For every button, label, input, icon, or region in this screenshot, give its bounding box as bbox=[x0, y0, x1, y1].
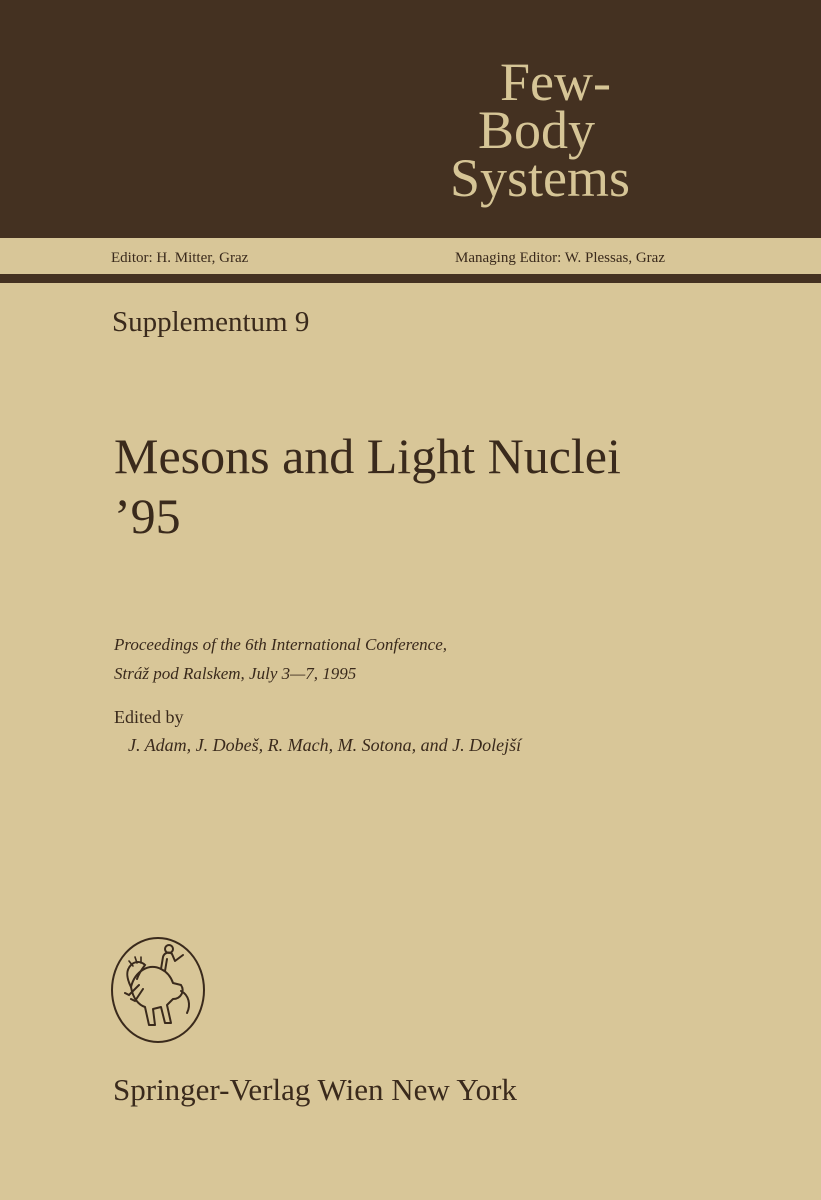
managing-editor-credit: Managing Editor: W. Plessas, Graz bbox=[455, 250, 665, 266]
series-band bbox=[0, 0, 821, 238]
publisher-imprint: Springer-Verlag Wien New York bbox=[113, 1072, 517, 1107]
editor-credit: Editor: H. Mitter, Graz bbox=[111, 250, 249, 266]
edited-by-label: Edited by bbox=[114, 707, 184, 727]
series-title bbox=[440, 52, 740, 208]
divider-rule bbox=[0, 274, 821, 283]
volume-editors: J. Adam, J. Dobeš, R. Mach, M. Sotona, and J. Dolejší bbox=[128, 735, 522, 755]
series-title-line-1: Few- bbox=[500, 52, 611, 112]
series-title-line-3: Systems bbox=[450, 148, 631, 208]
book-title-line-2: ’95 bbox=[114, 488, 181, 544]
proceedings-line-2: Stráž pod Ralskem, July 3—7, 1995 bbox=[114, 664, 357, 683]
springer-horse-rider-emblem-icon bbox=[109, 935, 207, 1045]
book-title-line-1: Mesons and Light Nuclei bbox=[114, 428, 621, 484]
proceedings-subtitle bbox=[114, 630, 447, 688]
supplement-number: Supplementum 9 bbox=[112, 306, 310, 338]
book-title bbox=[114, 426, 621, 546]
series-title-line-2: Body bbox=[478, 100, 596, 160]
proceedings-line-1: Proceedings of the 6th International Conference, bbox=[114, 635, 448, 654]
